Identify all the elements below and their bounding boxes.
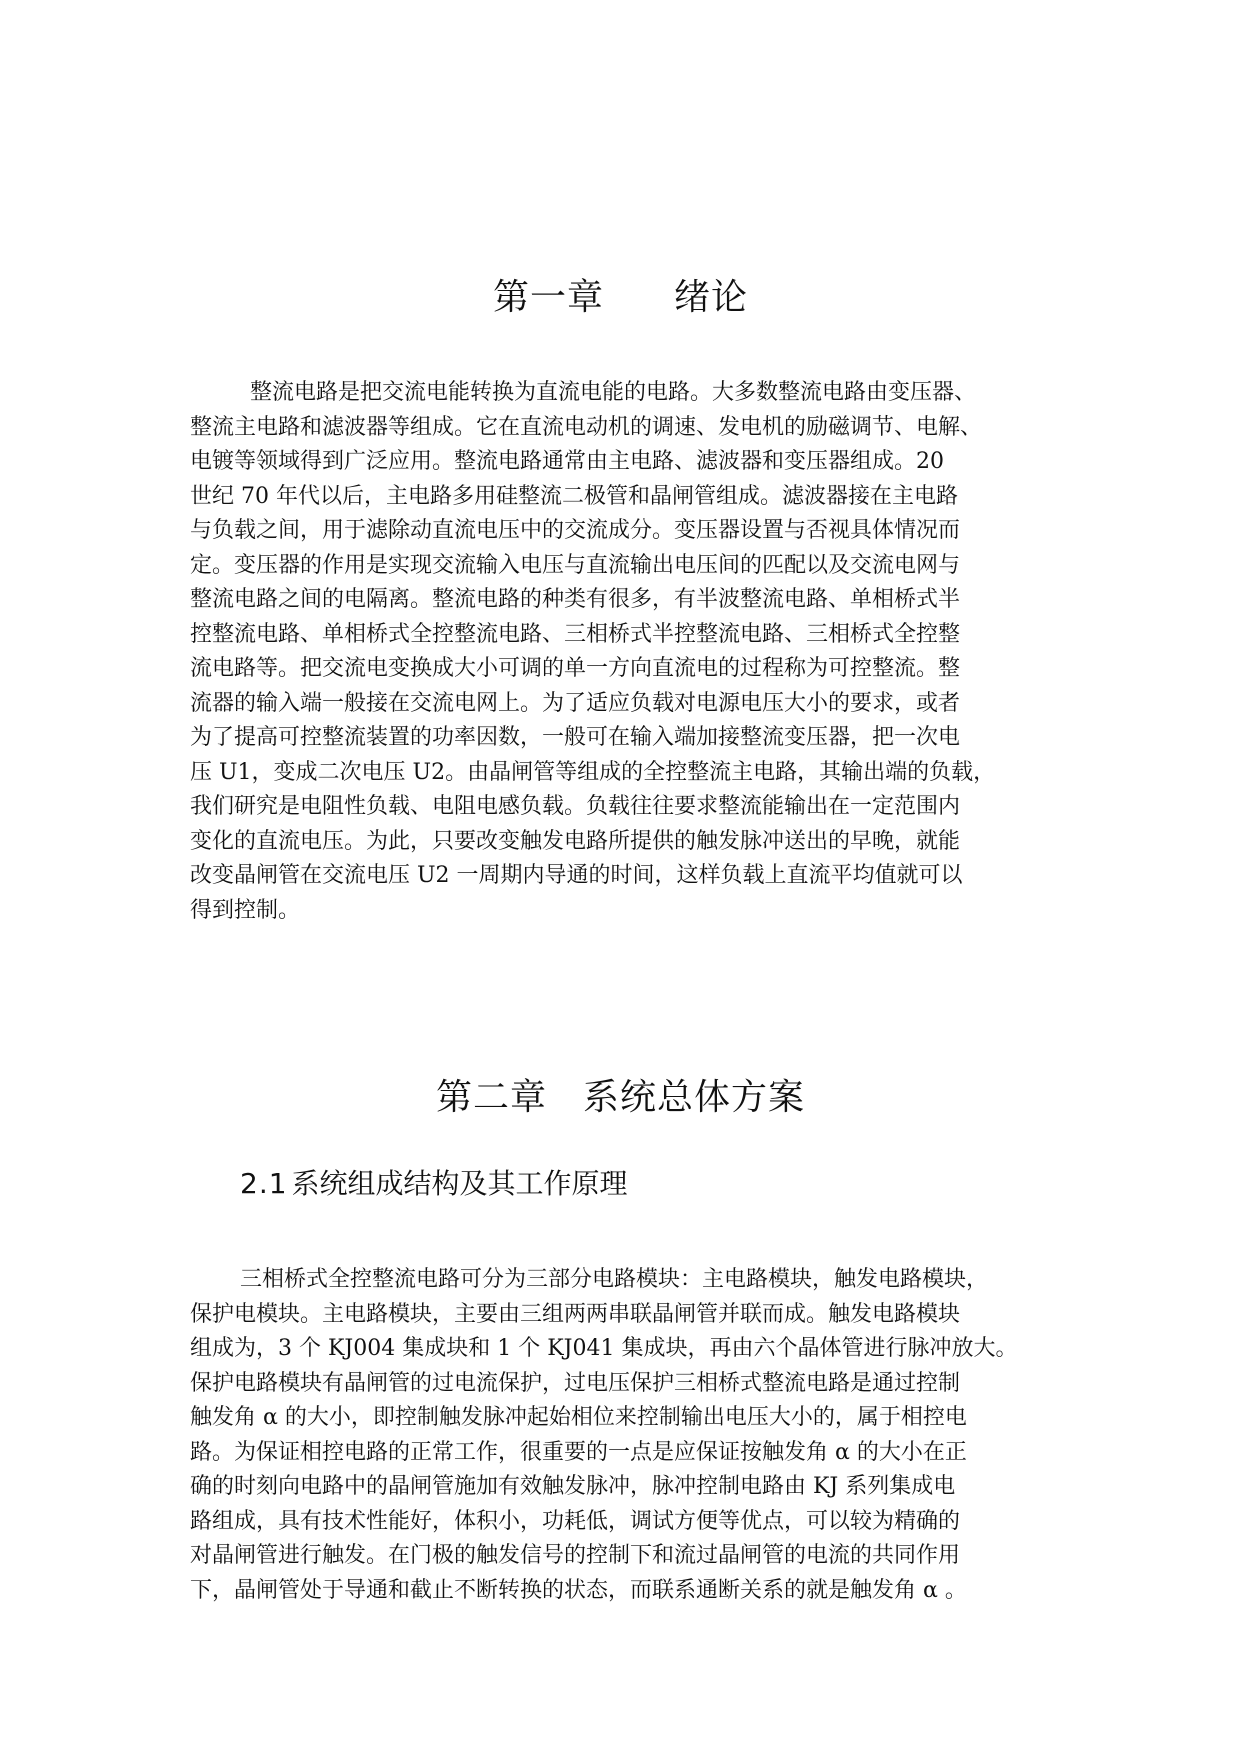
paragraph-line: 我们研究是电阻性负载、电阻电感负载。负载往往要求整流能输出在一定范围内 [190,794,961,819]
paragraph-line: 路组成，具有技术性能好，体积小，功耗低，调试方便等优点，可以较为精确的 [190,1508,961,1534]
chapter-1-label: 第一章 [492,277,604,318]
paragraph-line: 世纪 70 年代以后，主电路多用硅整流二极管和晶闸管组成。滤波器接在主电路 [190,483,958,509]
paragraph-line: 整流电路是把交流电能转换为直流电能的电路。大多数整流电路由变压器、 [250,380,977,405]
paragraph-line: 定。变压器的作用是实现交流输入电压与直流输出电压间的匹配以及交流电网与 [190,552,961,578]
paragraph-line: 控整流电路、单相桥式全控整流电路、三相桥式半控整流电路、三相桥式全控整 [190,621,961,647]
paragraph-line: 压 U1，变成二次电压 U2。由晶闸管等组成的全控整流主电路，其输出端的负载， [190,759,996,785]
chapter-1-paragraph [190,376,1060,928]
chapter-2-heading [0,1077,1241,1118]
paragraph-line: 为了提高可控整流装置的功率因数，一般可在输入端加接整流变压器，把一次电 [190,725,961,750]
paragraph-line: 改变晶闸管在交流电压 U2 一周期内导通的时间，这样负载上直流平均值就可以 [190,863,963,888]
paragraph-line: 下，晶闸管处于导通和截止不断转换的状态，而联系通断关系的就是触发角 α 。 [190,1577,967,1603]
paragraph-line: 得到控制。 [190,897,301,923]
paragraph-line: 组成为，3 个 KJ004 集成块和 1 个 KJ041 集成块，再由六个晶体管进行脉冲放大。 [190,1336,1018,1361]
section-title: 系统组成结构及其工作原理 [291,1167,628,1200]
chapter-2-label: 第二章 [435,1077,547,1118]
paragraph-line: 保护电路模块有晶闸管的过电流保护，过电压保护三相桥式整流电路是通过控制 [190,1370,961,1396]
paragraph-line: 触发角 α 的大小，即控制触发脉冲起始相位来控制输出电压大小的，属于相控电 [190,1405,967,1430]
paragraph-line: 三相桥式全控整流电路可分为三部分电路模块：主电路模块，触发电路模块， [240,1267,989,1292]
section-number: 2.1 [240,1167,288,1200]
paragraph-line: 与负载之间，用于滤除动直流电压中的交流成分。变压器设置与否视具体情况而 [190,518,961,543]
paragraph-line: 整流电路之间的电隔离。整流电路的种类有很多，有半波整流电路、单相桥式半 [190,587,961,612]
paragraph-line: 电镀等领域得到广泛应用。整流电路通常由主电路、滤波器和变压器组成。20 [190,449,944,474]
chapter-2-title: 系统总体方案 [583,1077,806,1118]
section-heading [240,1167,628,1200]
paragraph-line: 对晶闸管进行触发。在门极的触发信号的控制下和流过晶闸管的电流的共同作用 [190,1543,961,1568]
paragraph-line: 保护电模块。主电路模块，主要由三组两两串联晶闸管并联而成。触发电路模块 [190,1301,961,1327]
paragraph-line: 流电路等。把交流电变换成大小可调的单一方向直流电的过程称为可控整流。整 [190,656,961,681]
paragraph-line: 流器的输入端一般接在交流电网上。为了适应负载对电源电压大小的要求，或者 [190,690,961,716]
chapter-2-paragraph [190,1263,1060,1608]
paragraph-line: 确的时刻向电路中的晶闸管施加有效触发脉冲，脉冲控制电路由 KJ 系列集成电 [190,1474,956,1499]
paragraph-line: 整流主电路和滤波器等组成。它在直流电动机的调速、发电机的励磁调节、电解、 [190,414,983,440]
paragraph-line: 路。为保证相控电路的正常工作，很重要的一点是应保证按触发角 α 的大小在正 [190,1439,967,1465]
paragraph-line: 变化的直流电压。为此，只要改变触发电路所提供的触发脉冲送出的早晚，就能 [190,828,961,854]
chapter-1-title: 绪论 [674,277,749,318]
chapter-1-heading [0,277,1241,318]
